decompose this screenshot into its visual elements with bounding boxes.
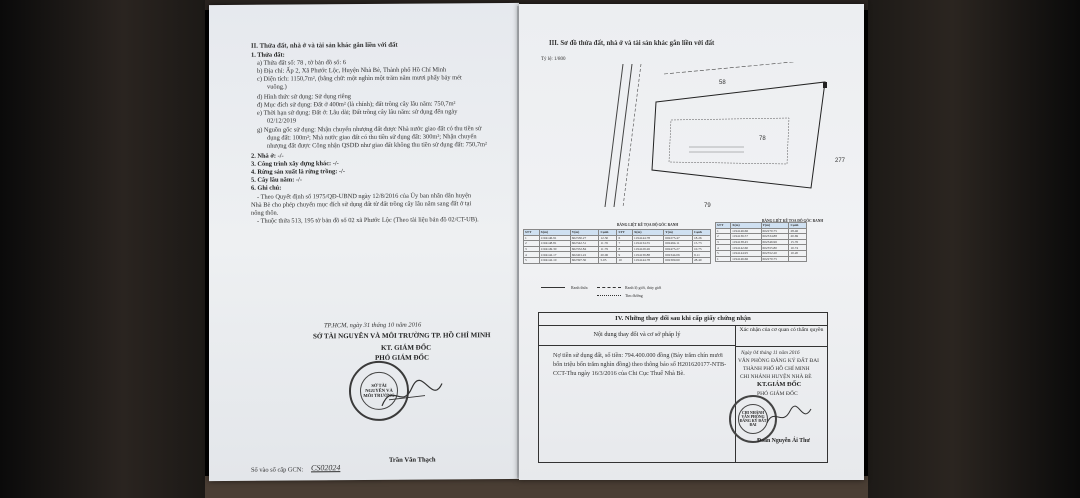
diagram-heading: III. Sơ đồ thửa đất, nhà ở và tài sản khác gắn liền với đất <box>549 40 715 47</box>
legend-line-parcel <box>541 287 565 288</box>
parcel-diagram <box>539 62 849 212</box>
parcel-label-58: 58 <box>719 80 726 86</box>
scale-label: Tỷ lệ: 1/800 <box>541 57 566 62</box>
note-line-1: - Theo Quyết định số 1975/QĐ-UBND ngày 12/8/2016 của Ủy ban nhân dân huyện <box>257 192 472 201</box>
legend-parcel: Ranh thửa <box>571 285 588 290</box>
signer-name: Trần Văn Thạch <box>389 456 436 464</box>
usage-origin-2: dụng đất: 100m²; Nhà nước giao đất có thu tiền sử dụng đất: 300m²; Nhận chuyển <box>267 133 477 142</box>
verify-office-1: VĂN PHÒNG ĐĂNG KÝ ĐẤT ĐAI <box>738 358 819 364</box>
changes-col-content: Nội dung thay đổi và cơ sở pháp lý <box>539 325 735 346</box>
parcel-number: a) Thửa đất số: 78 , tờ bản đồ số: 6 <box>257 59 346 67</box>
verify-deputy: PHÓ GIÁM ĐỐC <box>757 391 798 397</box>
legend-line-road <box>597 295 621 296</box>
usage-purpose: đ) Mục đích sử dụng: Đất ở 400m² (là chính); đất trồng cây lâu năm: 750,7m² <box>257 100 456 109</box>
change-entry-text: Nợ tiền sử dụng đất, số tiền: 794.400.000 đồng (Bảy trăm chín mươi bốn triệu bốn trăm nghìn đồng) theo thông báo số H201620177-NTB-CCT-Thu ngày 16/3/2016 của Chi Cục Thuế Nhà Bè. <box>553 352 727 377</box>
legend-boundary: Ranh lộ giới, thủy giới <box>625 285 662 290</box>
verify-office-2: THÀNH PHỐ HỒ CHÍ MINH <box>743 366 810 372</box>
note-line-4: - Thuộc thửa 513, 195 tờ bản đồ số 02 xã Phước Lộc (Theo tài liệu bản đồ 02/CT-UB). <box>257 216 479 225</box>
verify-signer: Đoàn Nguyễn Ái Thư <box>757 438 810 444</box>
certificate-left-page <box>209 3 519 481</box>
diagram-labels <box>704 80 846 209</box>
forest-label: 4. Rừng sản xuất là rừng trồng: -/- <box>251 168 345 176</box>
section-heading: II. Thửa đất, nhà ở và tài sản khác gắn liền với đất <box>251 41 398 50</box>
background-left <box>0 0 205 498</box>
note-line-3: nông thôn. <box>251 209 279 217</box>
signature-left <box>377 375 447 415</box>
usage-origin: g) Nguồn gốc sử dụng: Nhận chuyển nhượng đất được Nhà nước giao đất có thu tiền sử <box>257 125 482 134</box>
official-seal-left: SỞ TÀI NGUYÊN VÀ MÔI TRƯỜNG <box>349 361 409 421</box>
usage-term-date: 02/12/2019 <box>267 117 297 125</box>
verify-kt: KT.GIÁM ĐỐC <box>757 381 802 388</box>
verify-office-3: CHI NHÁNH HUYỆN NHÀ BÈ <box>740 374 812 380</box>
deputy-label: PHÓ GIÁM ĐỐC <box>375 353 430 362</box>
director-label: KT. GIÁM ĐỐC <box>381 343 432 352</box>
registry-label: Số vào sổ cấp GCN: <box>251 466 304 474</box>
registry-number: CS02024 <box>311 463 341 473</box>
parcel-area: c) Diện tích: 1150,7m², (bằng chữ: một nghìn một trăm năm mươi phẩy bảy mét <box>257 74 462 83</box>
usage-term: e) Thời hạn sử dụng: Đất ở: Lâu dài; Đất trồng cây lâu năm: sử dụng đến ngày <box>257 108 458 117</box>
official-seal-right: CHI NHÁNH VĂN PHÒNG ĐĂNG KÝ ĐẤT ĐAI <box>729 395 777 443</box>
perennial-label: 5. Cây lâu năm: -/- <box>251 176 302 184</box>
notes-label: 6. Ghi chú: <box>251 184 282 192</box>
verify-date: Ngày 04 tháng 11 năm 2016 <box>741 350 800 356</box>
coord-table-title-1: BẢNG LIỆT KÊ TỌA ĐỘ GÓC RANH <box>617 223 679 227</box>
note-line-2: Nhà Bè cho phép chuyển mục đích sử dụng đất từ đất trồng cây lâu năm sang đất ở tại <box>251 200 472 209</box>
house-label: 2. Nhà ở: -/- <box>251 152 284 160</box>
legend-line-boundary <box>597 287 621 288</box>
issuer-name: SỞ TÀI NGUYÊN VÀ MÔI TRƯỜNG TP. HỒ CHÍ MINH <box>313 331 491 341</box>
parcel-label-79: 79 <box>704 203 711 209</box>
changes-title: IV. Những thay đổi sau khi cấp giấy chứng nhận <box>539 313 827 326</box>
land-parcel-label: 1. Thửa đất: <box>251 51 285 59</box>
usage-form: d) Hình thức sử dụng: Sử dụng riêng <box>257 93 351 101</box>
coordinate-table-2: STT X(m) Y(m) Cạnh 1 1194146.66 602270.75 28.46 2 1194136.57 602334.88 20.69 3 1194138.45 602346.96 15.76 4 1194142.60 602355.80 10.74 5 1194144.95 602352.20 10.20 1 1194146.66 602270.75 <box>715 222 807 262</box>
parcel-address: b) Địa chỉ: Ấp 2, Xã Phước Lộc, Huyện Nhà Bè, Thành phố Hồ Chí Minh <box>257 66 447 75</box>
background-right <box>868 0 1080 498</box>
construction-label: 3. Công trình xây dựng khác: -/- <box>251 160 339 168</box>
changes-section <box>538 312 828 463</box>
legend-road: Tim đường <box>625 293 643 298</box>
coord-table-title-2: BẢNG LIỆT KÊ TỌA ĐỘ GÓC RANH <box>762 219 824 223</box>
coordinate-table-1: STT X(m) Y(m) Cạnh STT X(m) Y(m) Cạnh 1 1194146.91 602330.27 12.30 6 1194144.78 602275.47 18.26 2 1194148.81 602342.51 11.76 7 1194134.55 602494.11 15.73 3 1194149.30 602352.84 11.79 8 1194129.26 602475.27 10.75 4 1194142.17 602401.22 20.06 9 1194139.88 602344.06 9.11 5 1194142.10 602397.30 5.05 10 1194144.78 602309.60 28.40 <box>523 229 711 264</box>
parcel-label-78: 78 <box>759 136 766 142</box>
parcel-area-cont: vuông.) <box>267 83 287 91</box>
changes-col-verify: Xác nhận của cơ quan có thẩm quyền <box>736 325 827 347</box>
usage-origin-3: nhượng đất được Công nhận QSDĐ như giao đất không thu tiền sử dụng đất: 750,7m² <box>267 141 487 150</box>
issue-date: TP.HCM, ngày 31 tháng 10 năm 2016 <box>324 321 422 330</box>
parcel-label-277: 277 <box>835 158 846 164</box>
signature-right <box>764 403 814 431</box>
